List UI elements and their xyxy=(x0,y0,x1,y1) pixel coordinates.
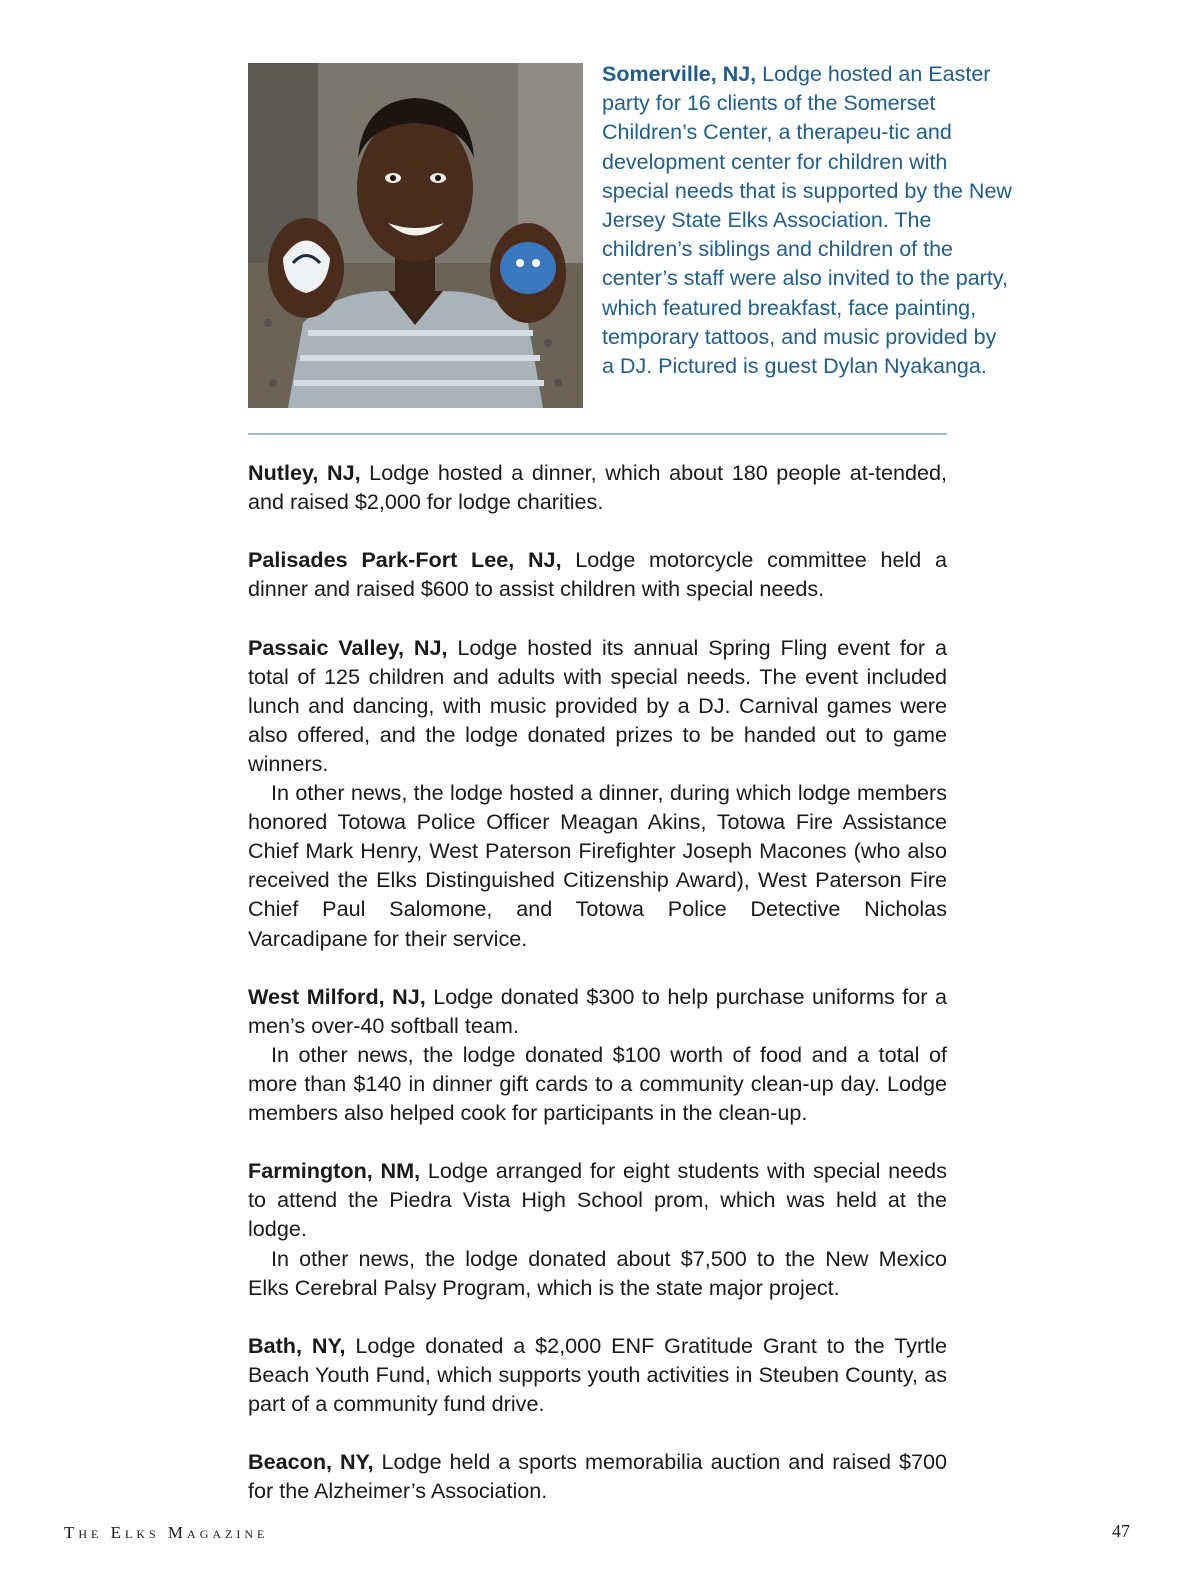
photo-caption xyxy=(602,60,1012,381)
news-place: Farmington, NM, xyxy=(248,1158,421,1184)
news-place: Bath, NY, xyxy=(248,1332,346,1358)
news-item-west-milford xyxy=(248,982,947,1127)
news-text-continued: In other news, the lodge hosted a dinner, during which lodge members honored Totowa Police Officer Meagan Akins, Totowa Fire Assistance Chief Mark Henry, West Paterson Firefighter Joseph Macones (who also received the Elks Distinguished Citizenship Award), West Paterson Fire Chief Paul Salomone, and Totowa Police Detective Nicholas Varcadipane for their service. xyxy=(248,780,947,951)
news-item-farmington xyxy=(248,1156,947,1301)
news-text: Lodge donated a $2,000 ENF Gratitude Grant to the Tyrtle Beach Youth Fund, which supports youth activities in Steuben County, as part of a community fund drive. xyxy=(248,1332,947,1416)
news-text-continued: In other news, the lodge donated about $7,500 to the New Mexico Elks Cerebral Palsy Program, which is the state major project. xyxy=(248,1245,947,1300)
news-text: Lodge arranged for eight students with special needs to attend the Piedra Vista High School prom, which was held at the lodge. xyxy=(248,1158,947,1242)
news-place: Passaic Valley, NJ, xyxy=(248,634,448,660)
magazine-title: The Elks Magazine xyxy=(64,1523,269,1542)
news-text: Lodge donated $300 to help purchase uniforms for a men’s over-40 softball team. xyxy=(248,983,947,1038)
news-text-continued: In other news, the lodge donated $100 worth of food and a total of more than $140 in dinner gift cards to a community clean-up day. Lodge members also helped cook for participants in the clean-up. xyxy=(248,1041,947,1126)
caption-place: Somerville, NJ, xyxy=(602,62,757,86)
photo-dylan-nyakanga xyxy=(248,63,583,408)
lodge-news-column xyxy=(248,458,947,1534)
section-divider xyxy=(248,433,947,435)
news-text: Lodge held a sports memorabilia auction and raised $700 for the Alzheimer’s Association. xyxy=(248,1449,948,1504)
news-place: West Milford, NJ, xyxy=(248,983,426,1009)
news-text: Lodge hosted its annual Spring Fling event for a total of 125 children and adults with special needs. The event included lunch and dancing, with music provided by a DJ. Carnival games were also offered, and the lodge donated prizes to be handed out to game winners. xyxy=(248,634,948,776)
news-item-passaic-valley xyxy=(248,633,947,953)
news-text: Lodge hosted a dinner, which about 180 people at-tended, and raised $2,000 for lodge charities. xyxy=(248,460,947,515)
caption-text: Lodge hosted an Easter party for 16 clients of the Somerset Children’s Center, a therapeu-tic and development center for children with special needs that is supported by the New Jersey State Elks Association. The children’s siblings and children of the center’s staff were also invited to the party, which featured breakfast, face painting, temporary tattoos, and music provided by a DJ. Pictured is guest Dylan Nyakanga. xyxy=(602,62,1012,379)
news-text: Lodge motorcycle committee held a dinner and raised $600 to assist children with special needs. xyxy=(248,547,947,602)
page-number: 47 xyxy=(1112,1521,1130,1541)
news-place: Palisades Park-Fort Lee, NJ, xyxy=(248,547,562,573)
news-place: Beacon, NY, xyxy=(248,1449,374,1475)
news-item-beacon xyxy=(248,1447,947,1505)
news-item-bath xyxy=(248,1331,947,1418)
news-item-nutley xyxy=(248,458,947,516)
news-place: Nutley, NJ, xyxy=(248,460,361,485)
news-item-palisades-park xyxy=(248,545,947,603)
